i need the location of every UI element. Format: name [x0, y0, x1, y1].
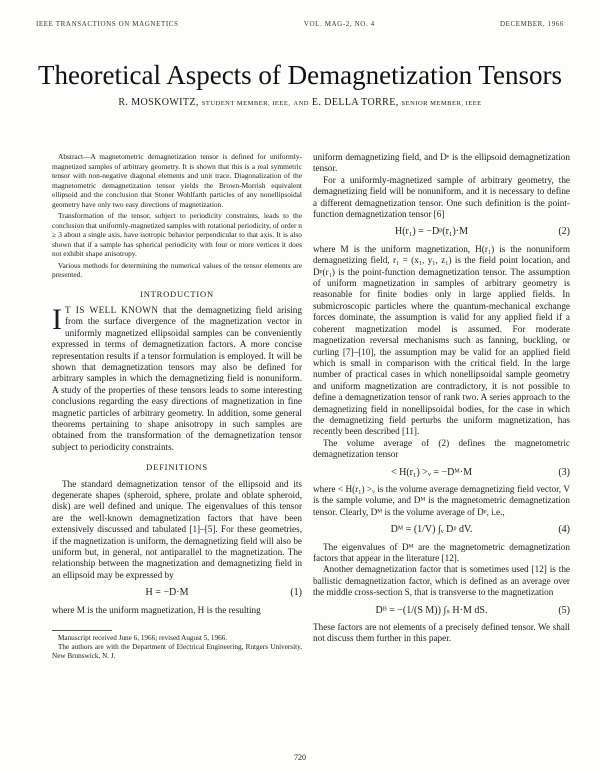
equation-3	[313, 467, 570, 478]
equation-number: (1)	[290, 587, 302, 599]
body-paragraph: uniform demagnetizing field, and Dᵉ is the ellipsoid demagnetization tensor.	[313, 152, 570, 174]
equation-expression: Dᴮ = −(1/(S M)) ∫ₛ H·M dS.	[375, 604, 488, 616]
definitions-continuation: where M is the uniform magnetization, H is the resulting	[52, 604, 261, 615]
equation-4	[313, 524, 570, 535]
body-paragraph: These factors are not elements of a precisely defined tensor. We shall not discuss them further in this paper.	[313, 622, 570, 644]
author-line	[0, 97, 600, 108]
definitions-paragraph: The standard demagnetization tensor of the ellipsoid and its degenerate shapes (spheroid, sphere, prolate and oblate spheroid, disk) are well defined and unique. The eigenvalues of this tensor are the well-known demagnetization factors that have been extensively discussed and tabulated [1]–[5]. For these geometries, if the magnetization is uniform, the demagnetizing field will also be uniform but, in general, not antiparallel to the magnetization. The relationship between the magnetization and demagnetizing field in an ellipsoid may be expressed by	[52, 478, 302, 580]
body-paragraph: Another demagnetization factor that is sometimes used [12] is the ballistic demagnetization factor, which is defined as an average over the middle cross-section S, that is transverse to the magnetization	[313, 564, 570, 598]
drop-cap: I	[52, 302, 62, 336]
intro-lead-words: T IS WELL KNOWN	[65, 304, 159, 315]
paper-title: Theoretical Aspects of Demagnetization Tensors	[38, 60, 562, 90]
footnote-rule	[52, 630, 112, 631]
left-column	[52, 152, 302, 660]
running-header	[36, 20, 564, 28]
right-column	[313, 152, 570, 645]
volume-info: VOL. MAG-2, NO. 4	[303, 20, 375, 28]
author-2-grade: SENIOR MEMBER, IEEE	[401, 100, 482, 107]
equation-number: (5)	[558, 604, 570, 616]
equation-expression: Dᴹ = (1/V) ∫ᵥ Dᵖ dV.	[390, 524, 473, 536]
section-heading-definitions: DEFINITIONS	[146, 462, 208, 473]
author-1-grade: STUDENT MEMBER, IEEE,	[201, 100, 291, 107]
abstract-paragraph: Abstract—A magnetometric demagnetization tensor is defined for uniformly-magnetized samples of arbitrary geometry. It is shown that this is a real symmetric tensor with non-negative diagonal elements and unit trace. Diagonalization of the magnetometric demagnetization tensor yields the Brown-Morrish equivalent ellipsoid and the conclusion that Stoner Wohlfarth particles of any nonellipsoidal geometry have only two easy directions of magnetization.	[52, 152, 302, 209]
equation-number: (3)	[558, 466, 570, 478]
author-2: E. DELLA TORRE,	[311, 97, 399, 108]
equation-1	[52, 587, 302, 598]
equation-number: (2)	[558, 226, 570, 238]
author-conjunction: AND	[293, 100, 309, 107]
intro-text: that the demagnetizing field arising from the surface divergence of the magnetization vector in uniformly magnetized ellipsoidal samples can be conveniently expressed in terms of demagnetization factors. A more concise representation results if a tensor formulation is employed. It will be shown that demagnetization tensors may also be defined for arbitrary samples in which the demagnetizing field is nonuniform. A study of the properties of these tensors leads to some interesting conclusions regarding the easy directions of magnetization in fine magnetic particles of arbitrary geometry. In addition, some general theorems pertaining to shape anisotropy in such samples are obtained from the transformation of the demagnetization tensor subject to periodicity constraints.	[52, 304, 302, 452]
intro-paragraph	[52, 302, 302, 453]
page-number: 720	[294, 753, 306, 762]
body-paragraph: For a uniformly-magnetized sample of arbitrary geometry, the demagnetizing field will be nonuniform, and it is necessary to define a different demagnetization tensor. One such definition is the point-function demagnetization tensor [6]	[313, 174, 570, 220]
body-paragraph: where < H(r₁) >ᵥ is the volume average demagnetizing field vector, V is the sample volume, and Dᴹ is the magnetometric demagnetization tensor. Clearly, Dᴹ is the volume average of Dᵖ, i.e.,	[313, 483, 570, 517]
abstract-paragraph: Various methods for determining the numerical values of the tensor elements are presented.	[52, 260, 302, 279]
equation-5	[313, 605, 570, 616]
equation-expression: H(r₁) = −Dᵖ(r₁)·M	[394, 226, 468, 238]
footnote-received: Manuscript received June 6, 1966; revised August 5, 1966.	[58, 634, 228, 643]
issue-date: DECEMBER, 1966	[499, 20, 564, 28]
body-paragraph: where M is the uniform magnetization, H(r₁) is the nonuniform demagnetizing field, r₁ = (x₁, y₁, z₁) is the field point location, and Dᵖ(r₁) is the point-function demagnetization tensor. The assumption of uniform magnetization in samples of arbitrary geometry is reasonable for finite bodies only in large applied fields. In submicroscopic particles where the quantum-mechanical exchange forces dominate, the assumption is valid for any applied field if a coherent magnetization model is assumed. For moderate magnetization reversal mechanisms such as fanning, buckling, or curling [7]–[10], the assumption may be valid for an applied field which is small in comparison with the critical field. In the large number of practical cases in which nonellipsoidal sample geometry and uniform magnetization are contradictory, it is not possible to define a demagnetization tensor of rank two. A series approach to the demagnetizing field in nonellipsoidal bodies, for the case in which the demagnetizing field perturbs the uniform magnetization, has recently been described [11].	[313, 243, 570, 437]
body-paragraph: The eigenvalues of Dᴹ are the magnetometric demagnetization factors that appear in the literature [12].	[313, 541, 570, 563]
section-heading-introduction: INTRODUCTION	[140, 288, 214, 299]
equation-expression: H = −D·M	[145, 587, 189, 599]
abstract-paragraph: Transformation of the tensor, subject to periodicity constraints, leads to the conclusion that uniformly-magnetized samples with rotational periodicity, of order n ≥ 3 about a single axis, have isotropic behavior perpendicular to that axis. It is also shown that if a sample has spherical periodicity with four or more vertices it does not exhibit shape anisotropy.	[52, 211, 302, 258]
equation-2	[313, 226, 570, 237]
author-1: R. MOSKOWITZ,	[118, 97, 199, 108]
journal-name: IEEE TRANSACTIONS ON MAGNETICS	[36, 20, 179, 28]
footnote-affiliation: The authors are with the Department of Electrical Engineering, Rutgers University, New Brunswick, N. J.	[52, 642, 302, 660]
equation-number: (4)	[558, 524, 570, 536]
body-paragraph: The volume average of (2) defines the magnetometric demagnetization tensor	[313, 437, 570, 460]
equation-expression: < H(r₁) >ᵥ = −Dᴹ·M	[390, 466, 473, 478]
